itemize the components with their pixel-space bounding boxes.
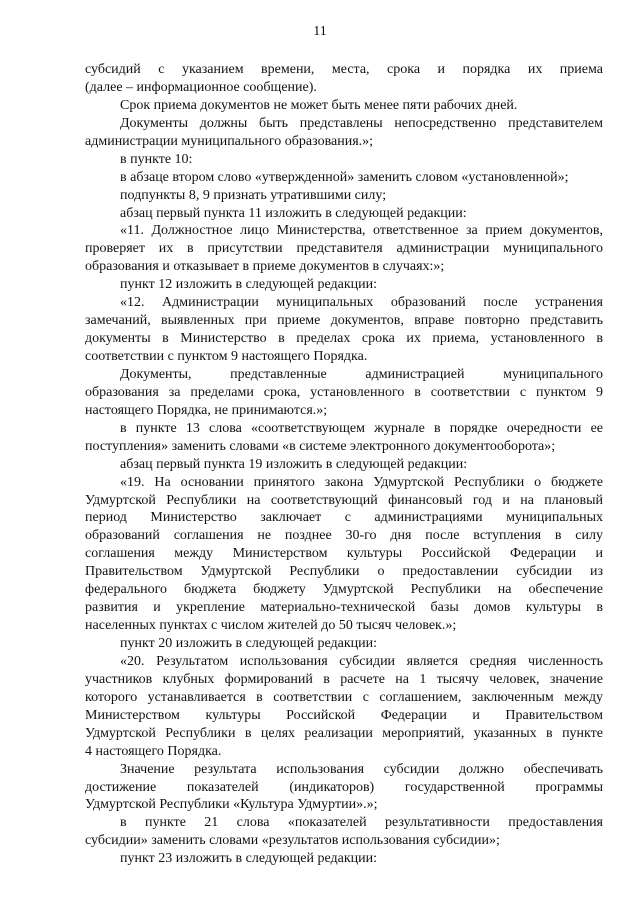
text-line: абзац первый пункта 19 изложить в следующей редакции:: [120, 456, 468, 472]
text-line: «20. Результатом использования субсидии является средняя численность: [120, 653, 603, 669]
text-line: Значение результата использования субсидии должно обеспечивать: [120, 761, 603, 777]
text-line: которого устанавливается в соответствии с соглашением, заключенным между: [85, 689, 603, 705]
text-line: замечаний, выявленных при приеме документов, вправе повторно представить: [85, 313, 603, 329]
text-line: развития и укрепление материально-технической базы домов культуры в: [85, 600, 603, 616]
text-line: пункт 12 изложить в следующей редакции:: [120, 277, 377, 293]
text-line: документы в Министерство в пределах срока их приема, установленного в: [85, 331, 603, 347]
text-line: «19. На основании принятого закона Удмуртской Республики о бюджете: [120, 474, 603, 490]
text-line: пункт 20 изложить в следующей редакции:: [120, 636, 377, 651]
text-line: образований соглашения не позднее 30-го дня после вступления в силу: [85, 528, 603, 544]
text-line: 4 настоящего Порядка.: [85, 743, 222, 759]
text-line: Срок приема документов не может быть менее пяти рабочих дней.: [120, 97, 518, 113]
text-line: Удмуртской Республики на соответствующий финансовый год и на плановый: [85, 492, 603, 508]
text-line: в пункте 10:: [120, 151, 193, 167]
text-line: поступления» заменить словами «в системе электронного документооборота»;: [85, 438, 556, 454]
text-line: достижение показателей (индикаторов) государственной программы: [85, 779, 603, 795]
text-line: Удмуртской Республики в целях реализации мероприятий, указанных в пункте: [85, 725, 603, 741]
text-line: в абзаце втором слово «утвержденной» заменить словом «установленной»;: [120, 169, 569, 185]
text-line: (далее – информационное сообщение).: [85, 79, 317, 95]
text-line: субсидии» заменить словами «результатов использования субсидии»;: [85, 833, 500, 849]
text-line: настоящего Порядка, не принимаются.»;: [85, 402, 328, 418]
text-line: Документы должны быть представлены непосредственно представителем: [120, 115, 603, 131]
text-line: населенных пунктах с числом жителей до 50 тысяч человек.»;: [85, 618, 457, 634]
text-line: «11. Должностное лицо Министерства, ответственное за прием документов,: [120, 223, 603, 239]
text-line: «12. Администрации муниципальных образований после устранения: [120, 295, 603, 311]
text-line: в пункте 13 слова «соответствующем журнале в порядке очередности ее: [120, 420, 603, 436]
text-line: участников клубных формирований в расчете на 1 тысячу человек, значение: [85, 671, 603, 687]
text-line: федерального бюджета бюджету Удмуртской Республики на обеспечение: [85, 582, 603, 598]
text-line: абзац первый пункта 11 изложить в следующей редакции:: [120, 205, 467, 221]
text-line: в пункте 21 слова «показателей результативности предоставления: [120, 815, 603, 831]
text-line: администрации муниципального образования.»;: [85, 133, 374, 149]
text-line: субсидий с указанием времени, места, срока и порядка их приема: [85, 62, 603, 77]
text-line: подпункты 8, 9 признать утратившими силу;: [120, 187, 387, 203]
text-line: образования за пределами срока, установленного в соответствии с пунктом 9: [85, 384, 603, 400]
page-number: 11: [313, 24, 327, 39]
text-line: Правительством Удмуртской Республики о предоставлении субсидии из: [85, 564, 603, 580]
text-line: Министерством культуры Российской Федерации и Правительством: [85, 707, 603, 723]
text-line: соглашения между Министерством культуры Российской Федерации и: [85, 546, 603, 562]
text-line: Удмуртской Республики «Культура Удмуртии».»;: [85, 797, 378, 813]
text-line: проверяет их в присутствии представителя администрации муниципального: [85, 241, 603, 257]
text-line: Документы, представленные администрацией муниципального: [120, 366, 603, 382]
text-line: образования и отказывает в приеме документов в случаях:»;: [85, 259, 445, 275]
text-line: пункт 23 изложить в следующей редакции:: [120, 851, 377, 867]
document-body: [85, 61, 603, 868]
text-line: соответствии с пунктом 9 настоящего Порядка.: [85, 349, 368, 364]
text-line: период Министерство заключает с администрациями муниципальных: [85, 510, 603, 526]
